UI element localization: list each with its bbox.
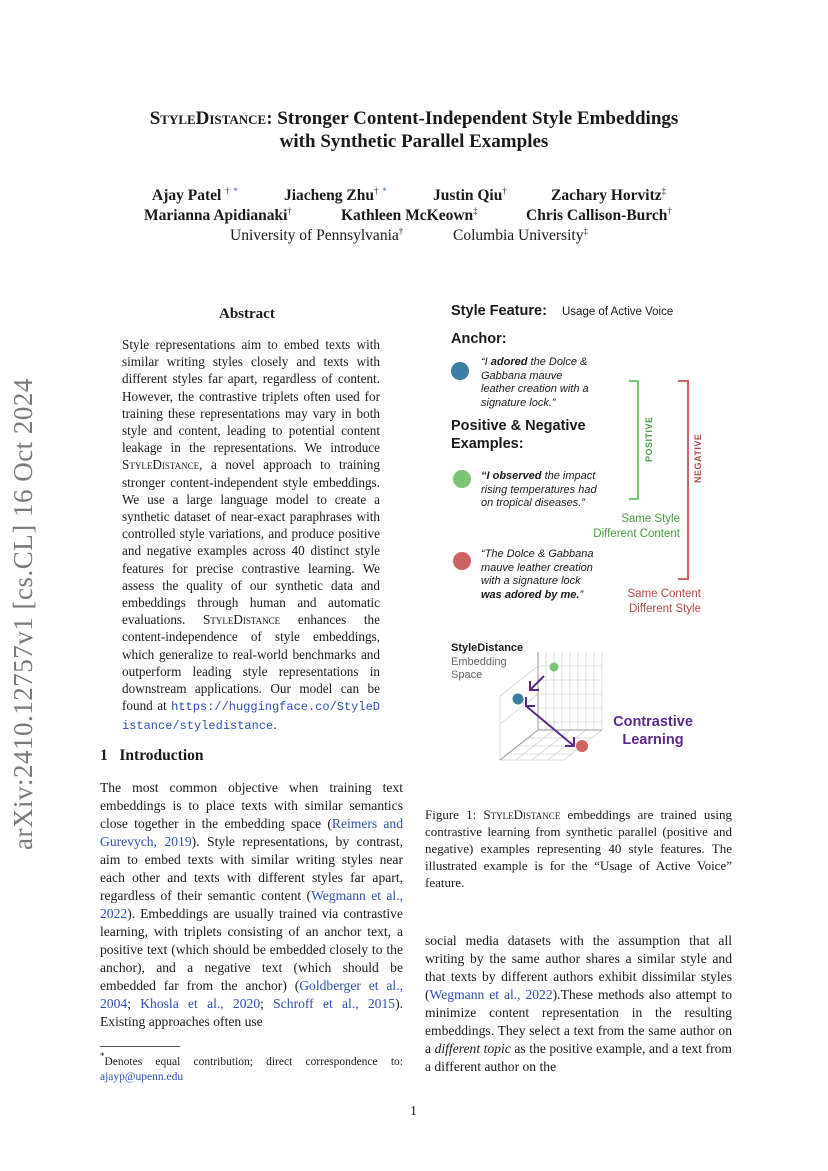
footnote: *Denotes equal contribution; direct correspondence to: ajayp@upenn.edu [100,1051,403,1083]
anchor-point [513,694,524,705]
author-qiu: Justin Qiu† [433,186,507,204]
negative-example-text: “The Dolce & Gabbana mauve leather creation with a signature lock was adored by me.” [481,548,594,601]
same-style-label: Same Style Different Content [593,513,680,540]
same-content-label: Same Content Different Style [627,588,701,615]
citation-wegmann[interactable]: Wegmann et al., 2022 [100,888,403,921]
anchor-text: “I adored the Dolce & Gabbana mauve leather creation with a signature lock.” [481,356,589,409]
citation-schroff[interactable]: Schroff et al., 2015 [273,996,396,1011]
citation-khosla[interactable]: Khosla et al., 2020 [140,996,261,1011]
embedding-space-label: StyleDistance Embedding Space [451,642,524,681]
section-heading-introduction: 1 Introduction [100,747,204,764]
push-arrow [526,706,574,746]
footnote-rule [100,1046,180,1047]
affiliation-upenn: University of Pennsylvania† [230,226,404,244]
negative-point [576,740,588,752]
author-mckeown: Kathleen McKeown‡ [341,206,478,224]
figure-1 [440,296,720,776]
author-patel: Ajay Patel † * [152,186,239,204]
author-horvitz: Zachary Horvitz‡ [551,186,667,204]
positive-bracket [629,380,639,500]
intro-paragraph: The most common objective when training text embeddings is to place texts with similar semantics close together in the embedding space (Reimers and Gurevych, 2019). Style representations, by contrast, aim to embed texts with similar writing styles near each other and texts with different styles far apart, regardless of their semantic content (Wegmann et al., 2022). Embeddings are usually trained via contrastive learning, with triplets consisting of an anchor text, a positive text (which should be embedded closely to the anchor), and a negative text (which should be embedded far from the anchor) (Goldberger et al., 2004; Khosla et al., 2020; Schroff et al., 2015). Existing approaches often use [100,780,404,1029]
anchor-dot [451,362,469,380]
positive-tag: POSITIVE [644,416,654,462]
right-column-paragraph: social media datasets with the assumption that all writing by the same author shares a similar style and that texts by different authors exhibit dissimilar styles (Wegmann et al., 2022).These methods also attempt to minimize content representation in the resulting embeddings. They select a text from the same author on a different topic as the positive example, and a text from a different author on the [425,933,733,1074]
positive-dot [453,470,471,488]
title-brand: StyleDistance [149,108,267,129]
model-link[interactable]: https://huggingface.co/StyleDistance/styledistance [122,700,380,734]
embedding-points-layer [496,648,620,772]
negative-bracket [678,380,689,580]
author-zhu: Jiacheng Zhu† * [284,186,387,204]
title-rest: : Stronger Content-Independent Style Embeddings [266,108,679,129]
style-feature-label: Style Feature: [451,303,547,319]
push-arrow-head-start [526,697,535,706]
paper-title-line2: with Synthetic Parallel Examples [279,131,549,152]
anchor-label: Anchor: [451,331,507,347]
negative-dot [453,552,471,570]
footnote-email-link[interactable]: ajayp@upenn.edu [100,1071,184,1083]
contrastive-learning-label: Contrastive Learning [613,714,693,748]
positive-negative-label: Positive & Negative Examples: [451,418,586,452]
affiliation-columbia: Columbia University‡ [453,226,588,244]
positive-point [550,663,559,672]
style-feature-value: Usage of Active Voice [562,306,674,318]
author-callison-burch: Chris Callison-Burch† [526,206,672,224]
negative-tag: NEGATIVE [693,433,703,483]
page-number: 1 [410,1104,417,1119]
paper-title-line1 [0,107,828,131]
arxiv-identifier: arXiv:2410.12757v1 [cs.CL] 16 Oct 2024 [8,378,38,850]
abstract-body: Style representations aim to embed texts with similar writing styles closely and texts with different styles far apart, regardless of content. However, the contrastive triplets often used for training these representations may vary in both style and content, leading to potential content leakage in the representations. We introduce StyleDistance, a novel approach to training stronger content-independent style embeddings. We use a large language model to create a synthetic dataset of near-exact paraphrases with controlled style variations, and produce positive and negative examples across 40 distinct style features for precise contrastive learning. We assess the quality of our synthetic data and embeddings through human and automatic evaluations. StyleDistance enhances the content-independence of style embeddings, which generalize to real-world benchmarks and outperform leading style representations in downstream applications. Our model can be found at https://huggingface.co/StyleDistance/styledistance. [122,337,380,734]
pull-arrow [530,676,544,690]
positive-example-text: “I observed the impact rising temperatures had on tropical diseases.” [481,470,597,509]
citation-reimers[interactable]: Reimers and Gurevych, 2019 [100,816,403,849]
abstract-heading: Abstract [219,306,275,322]
citation-goldberger[interactable]: Goldberger et al., 2004 [100,978,403,1011]
author-apidianaki: Marianna Apidianaki† [144,206,292,224]
citation-wegmann-2[interactable]: Wegmann et al., 2022 [429,987,553,1002]
figure-1-caption: Figure 1: StyleDistance embeddings are trained using contrastive learning from synthetic parallel (positive and negative) examples representing 40 style features. The illustrated example is for the “Usage of Active Voice” feature. [425,807,732,890]
